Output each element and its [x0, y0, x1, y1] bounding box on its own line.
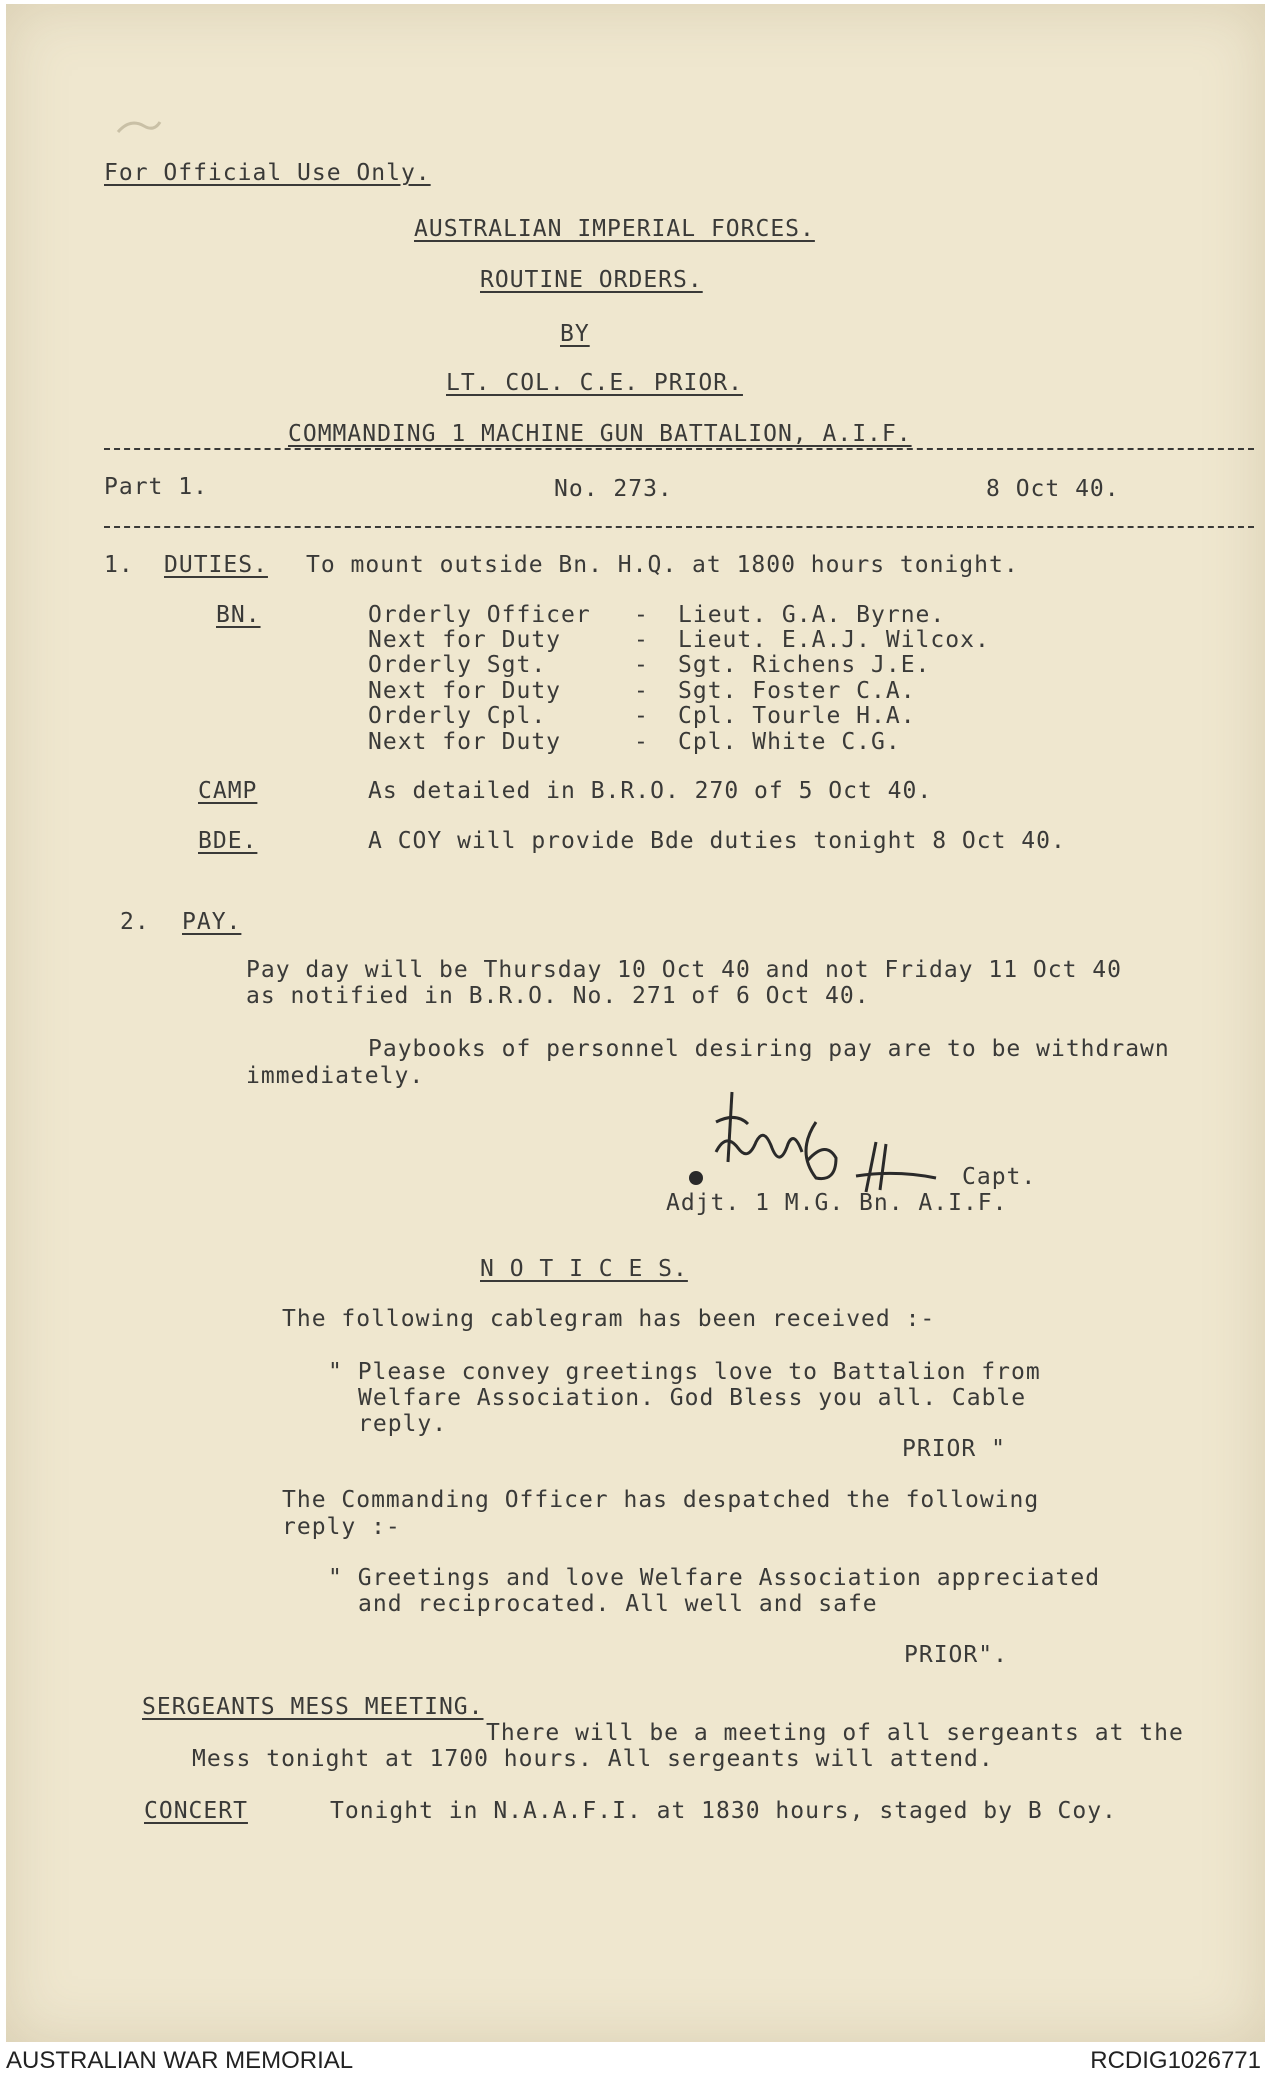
notices-heading: N O T I C E S. [480, 1256, 688, 1282]
pay-line: Pay day will be Thursday 10 Oct 40 and not Friday 11 Oct 40 [246, 957, 1122, 983]
roster-name: Cpl. White C.G. [678, 729, 901, 755]
officer-heading: LT. COL. C.E. PRIOR. [446, 370, 743, 396]
force-heading: AUSTRALIAN IMPERIAL FORCES. [414, 216, 815, 242]
bn-label: BN. [216, 602, 261, 628]
top-divider [104, 448, 1254, 450]
roster-name: Lieut. G.A. Byrne. [678, 602, 946, 628]
reply-intro: reply :- [282, 1514, 401, 1540]
roster-name: Cpl. Tourle H.A. [678, 703, 916, 729]
notices-intro: The following cablegram has been received :- [282, 1306, 936, 1332]
concert-label: CONCERT [144, 1798, 248, 1824]
roster-dash: - [634, 729, 649, 755]
document-page [6, 4, 1265, 2042]
cable-line: reply. [358, 1411, 448, 1437]
unit-heading: COMMANDING 1 MACHINE GUN BATTALION, A.I.F. [288, 421, 912, 447]
signature-rank: Capt. [962, 1164, 1037, 1190]
part-label: Part 1. [104, 474, 208, 500]
roster-role: Next for Duty [368, 627, 562, 653]
bde-text: A COY will provide Bde duties tonight 8 Oct 40. [368, 828, 1066, 854]
signature-title: Adjt. 1 M.G. Bn. A.I.F. [666, 1190, 1008, 1216]
pay-line: as notified in B.R.O. No. 271 of 6 Oct 40. [246, 983, 870, 1009]
concert-text: Tonight in N.A.A.F.I. at 1830 hours, staged by B Coy. [330, 1798, 1117, 1824]
roster-dash: - [634, 703, 649, 729]
by-heading: BY [560, 321, 590, 347]
roster-dash: - [634, 602, 649, 628]
roster-dash: - [634, 627, 649, 653]
reply-signature: PRIOR". [904, 1642, 1008, 1668]
pay-number: 2. [120, 909, 150, 935]
roster-name: Sgt. Foster C.A. [678, 678, 916, 704]
reply-line: and reciprocated. All well and safe [358, 1591, 878, 1617]
camp-label: CAMP [198, 778, 258, 804]
handwritten-signature [676, 1082, 976, 1202]
cable-signature: PRIOR " [902, 1436, 1006, 1462]
mess-meeting-label: SERGEANTS MESS MEETING. [142, 1694, 484, 1720]
camp-text: As detailed in B.R.O. 270 of 5 Oct 40. [368, 778, 933, 804]
orders-heading: ROUTINE ORDERS. [480, 267, 703, 293]
official-use-label: For Official Use Only. [104, 160, 431, 186]
pay-line: Paybooks of personnel desiring pay are to be withdrawn [368, 1036, 1170, 1062]
cable-line: Welfare Association. God Bless you all. Cable [358, 1385, 1027, 1411]
order-date: 8 Oct 40. [986, 476, 1120, 502]
reply-line: " Greetings and love Welfare Association appreciated [328, 1565, 1101, 1591]
footer-record-id: RCDIG1026771 [1090, 2047, 1261, 2074]
pay-line: immediately. [246, 1063, 425, 1089]
roster-role: Orderly Officer [368, 602, 591, 628]
mess-meeting-text: Mess tonight at 1700 hours. All sergeants will attend. [192, 1746, 994, 1772]
roster-role: Next for Duty [368, 678, 562, 704]
duties-number: 1. [104, 552, 134, 578]
roster-name: Lieut. E.A.J. Wilcox. [678, 627, 990, 653]
pay-title: PAY. [182, 909, 242, 935]
paper-tear-mark [114, 112, 164, 152]
roster-name: Sgt. Richens J.E. [678, 652, 931, 678]
duties-intro: To mount outside Bn. H.Q. at 1800 hours tonight. [306, 552, 1019, 578]
bde-label: BDE. [198, 828, 258, 854]
roster-dash: - [634, 678, 649, 704]
duties-title: DUTIES. [164, 552, 268, 578]
roster-dash: - [634, 652, 649, 678]
reply-intro: The Commanding Officer has despatched the following [282, 1487, 1040, 1513]
footer-credit: AUSTRALIAN WAR MEMORIAL [6, 2047, 354, 2074]
roster-role: Next for Duty [368, 729, 562, 755]
cable-line: " Please convey greetings love to Battalion from [328, 1359, 1041, 1385]
roster-role: Orderly Cpl. [368, 703, 547, 729]
order-number: No. 273. [554, 476, 673, 502]
header-divider [104, 526, 1254, 528]
mess-meeting-text: There will be a meeting of all sergeants at the [486, 1720, 1184, 1746]
roster-role: Orderly Sgt. [368, 652, 547, 678]
